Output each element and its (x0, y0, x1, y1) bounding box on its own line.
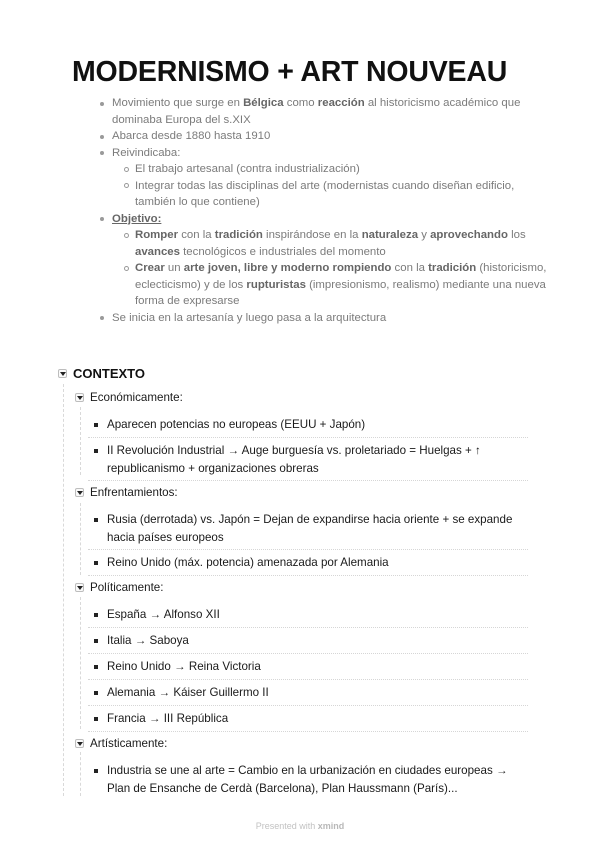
list-item: Abarca desde 1880 hasta 1910 (112, 128, 557, 145)
list-item: Reino Unido (máx. potencia) amenazada por Alemania (107, 554, 527, 572)
collapse-toggle-icon[interactable] (75, 739, 84, 748)
footer-watermark: Presented with xmind (255, 821, 345, 831)
sub-list-item: El trabajo artesanal (contra industrialización) (135, 161, 555, 178)
list-item: II Revolución Industrial → Auge burguesía vs. proletariado = Huelgas + ↑ republicanismo + organizaciones obreras (107, 442, 527, 477)
list-item: Se inicia en la artesanía y luego pasa a la arquitectura (112, 310, 557, 327)
list-item: España → Alfonso XII (107, 606, 527, 624)
xmind-brand: xmind (317, 821, 345, 831)
section-artisticamente[interactable]: Artísticamente: (75, 737, 167, 750)
contexto-heading[interactable]: CONTEXTO (58, 364, 558, 382)
divider (88, 653, 528, 654)
sub-list-item: Crear un arte joven, libre y moderno rompiendo con la tradición (historicismo, eclecticismo) y de los rupturistas (impresionismo, realismo) mediante una nueva forma de expresarse (135, 260, 555, 310)
list-item: Movimiento que surge en Bélgica como reacción al historicismo académico que dominaba Europa del s.XIX (112, 95, 557, 128)
sub-list-item: Romper con la tradición inspirándose en la naturaleza y aprovechando los avances tecnológicos e industriales del momento (135, 227, 555, 260)
list-item: Objetivo: (112, 211, 557, 228)
tree-guide-line (63, 384, 64, 796)
divider (88, 549, 528, 550)
divider (88, 679, 528, 680)
list-item: Francia → III República (107, 710, 527, 728)
list-item: Industria se une al arte = Cambio en la urbanización en ciudades europeas → Plan de Ensanche de Cerdà (Barcelona), Plan Haussmann (París)... (107, 762, 527, 797)
collapse-toggle-icon[interactable] (75, 583, 84, 592)
divider (88, 575, 528, 576)
sub-list-item: Integrar todas las disciplinas del arte (modernistas cuando diseñan edificio, también lo que contiene) (135, 178, 555, 211)
tree-guide-line (80, 407, 81, 475)
divider (88, 731, 528, 732)
collapse-toggle-icon[interactable] (75, 488, 84, 497)
list-item: Reino Unido → Reina Victoria (107, 658, 527, 676)
page-title: MODERNISMO + ART NOUVEAU (72, 56, 508, 88)
contexto-node[interactable] (58, 364, 558, 382)
list-item: Alemania → Káiser Guillermo II (107, 684, 527, 702)
divider (88, 480, 528, 481)
list-item: Italia → Saboya (107, 632, 527, 650)
list-item: Reivindicaba: (112, 145, 557, 162)
section-enfrentamientos[interactable]: Enfrentamientos: (75, 486, 178, 499)
collapse-toggle-icon[interactable] (58, 369, 67, 378)
section-politicamente[interactable]: Políticamente: (75, 581, 163, 594)
tree-guide-line (80, 597, 81, 729)
divider (88, 437, 528, 438)
divider (88, 705, 528, 706)
tree-guide-line (80, 752, 81, 796)
section-economicamente[interactable]: Económicamente: (75, 391, 183, 404)
tree-guide-line (80, 503, 81, 575)
intro-list (0, 95, 600, 326)
divider (88, 627, 528, 628)
list-item: Rusia (derrotada) vs. Japón = Dejan de expandirse hacia oriente + se expande hacia países europeos (107, 511, 527, 546)
collapse-toggle-icon[interactable] (75, 393, 84, 402)
list-item: Aparecen potencias no europeas (EEUU + Japón) (107, 416, 527, 434)
